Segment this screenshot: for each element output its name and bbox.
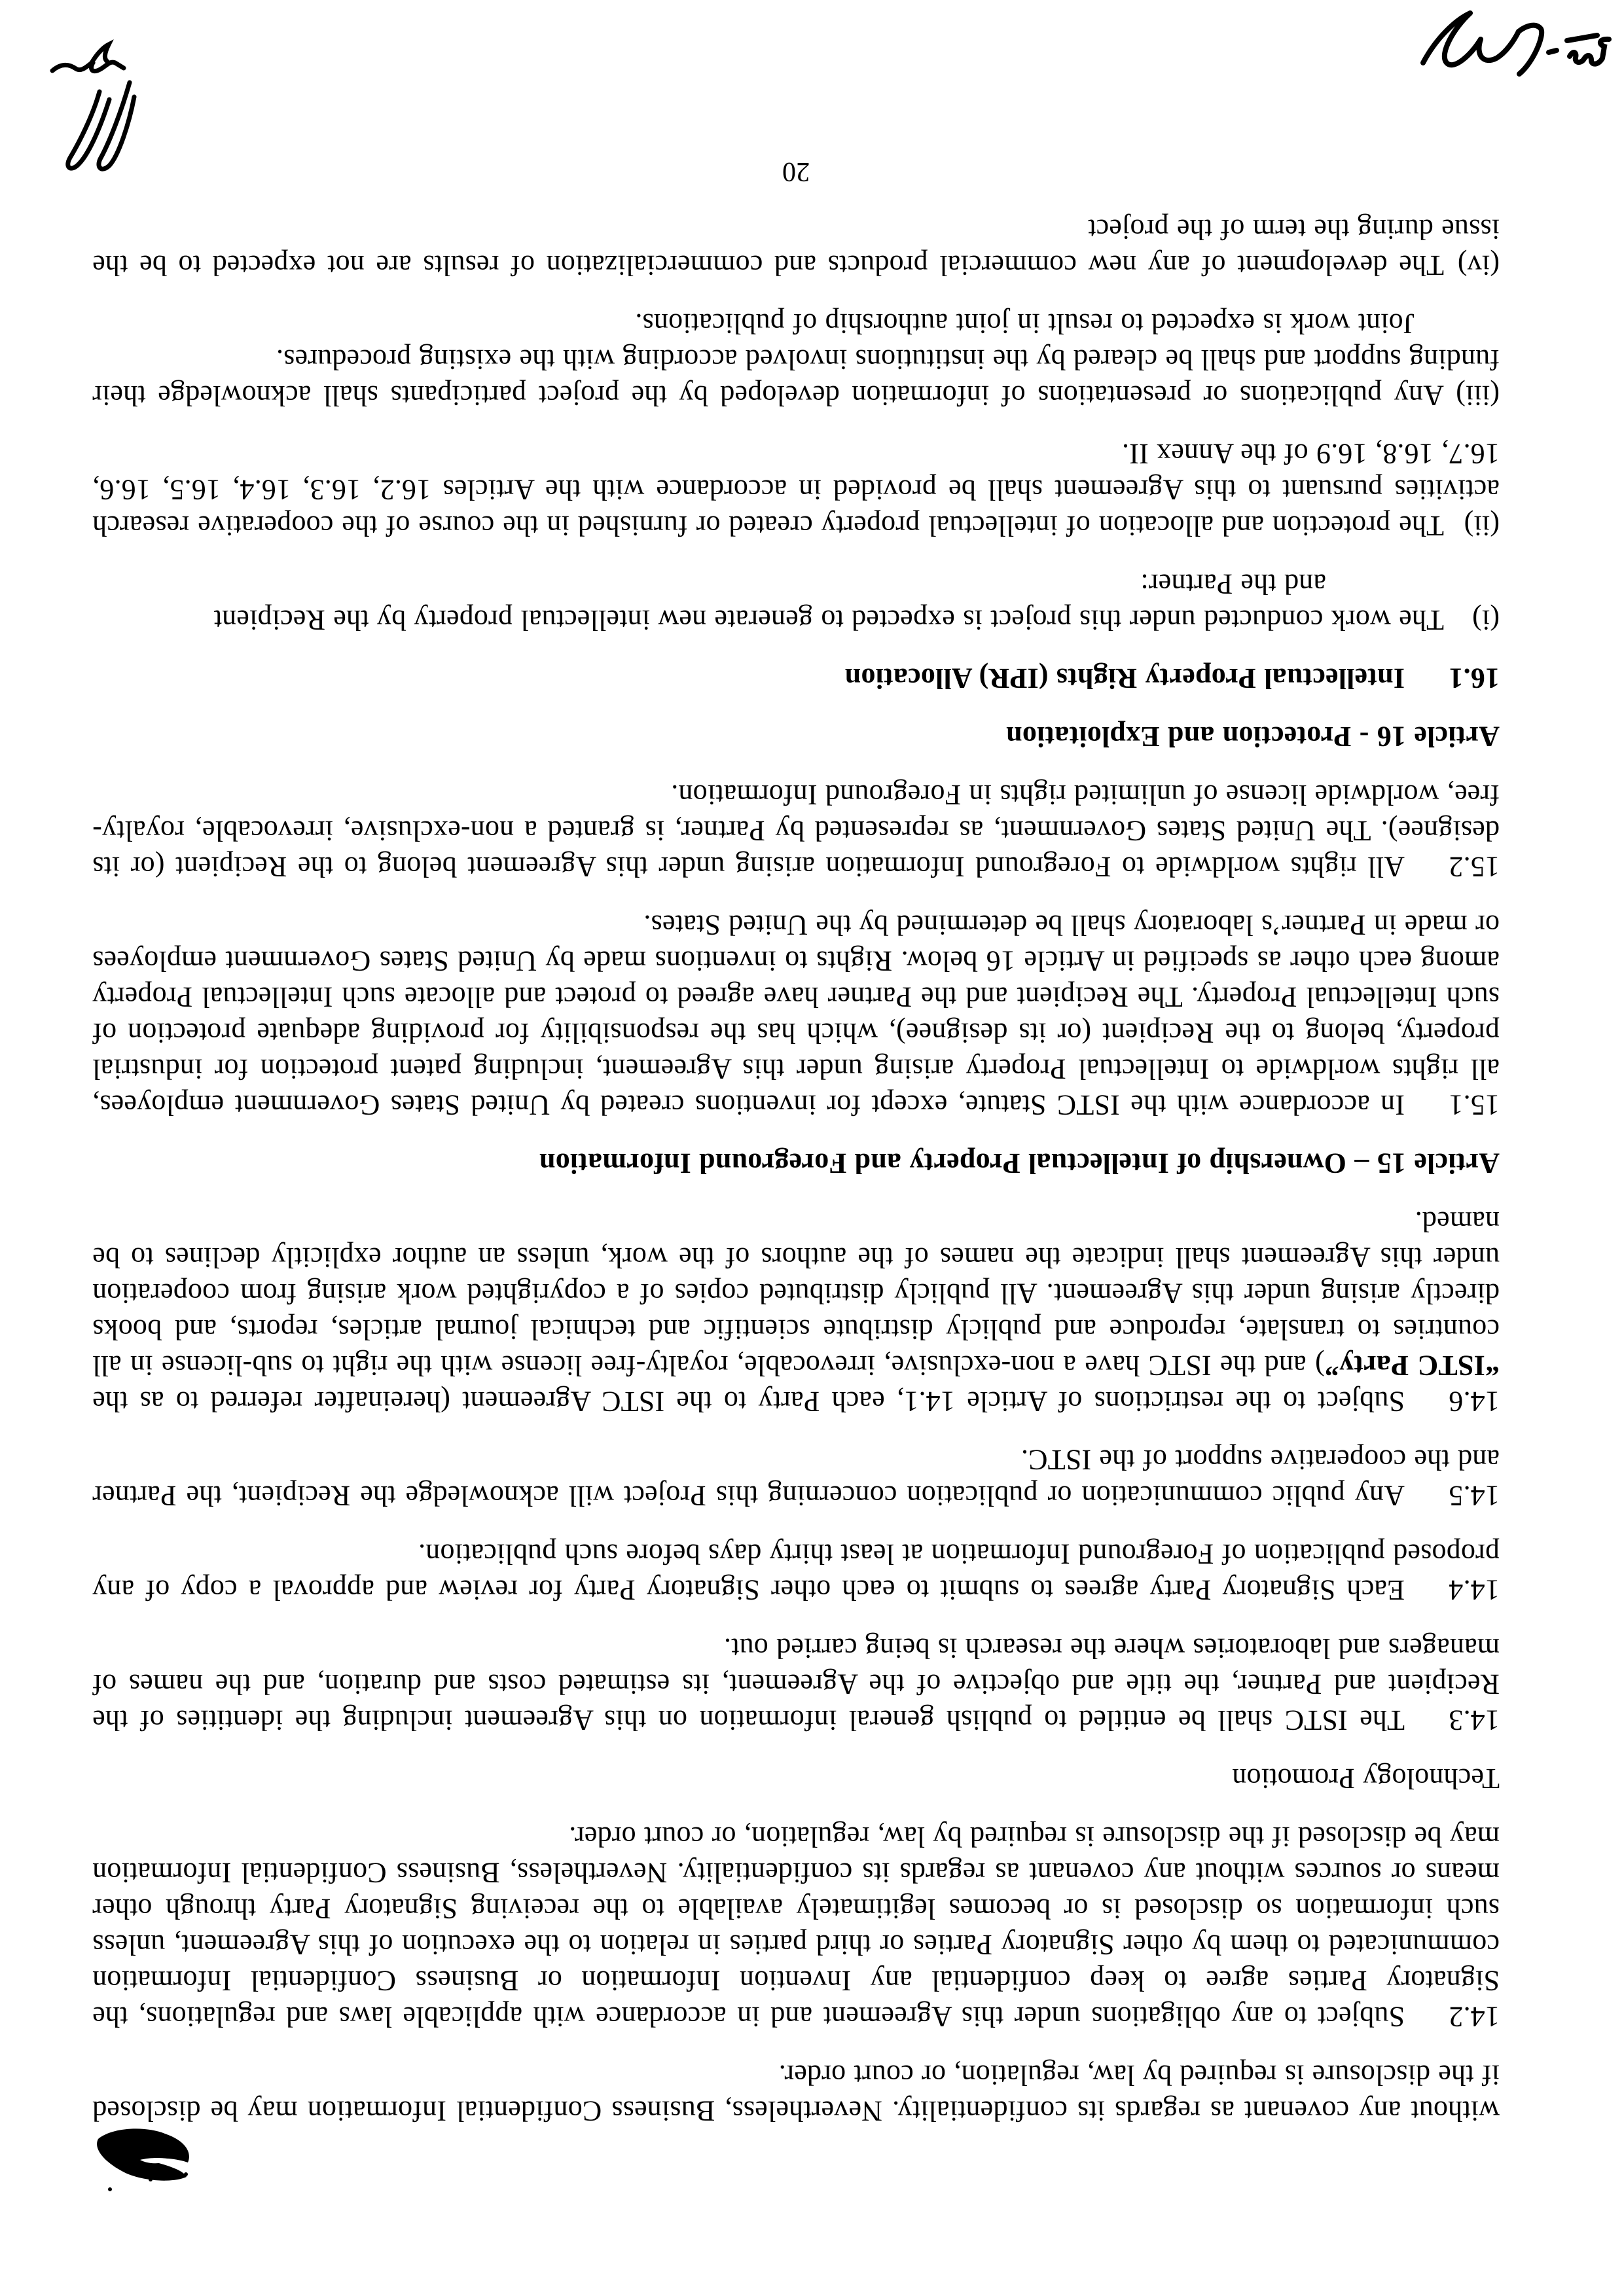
item-i-continuation: and the Partner: [1140, 568, 1326, 600]
article-16-heading: Article 16 - Protection and Exploitation [1006, 721, 1500, 753]
item-ii [92, 436, 1500, 544]
continuation-paragraph [92, 2057, 1500, 2129]
item-iv [92, 211, 1500, 283]
clause-number: 14.6 [1449, 1386, 1500, 1418]
paragraph-text: The development of any new commercial products and commercialization of results are not expected to be the issue during the term of the project [92, 213, 1500, 281]
clause-number: 14.3 [1449, 1704, 1500, 1736]
paragraph-14-2 [92, 1819, 1500, 2035]
item-label: (iii) [1456, 380, 1500, 412]
clause-number: 14.2 [1449, 2001, 1500, 2033]
paragraph-text: The work conducted under this project is expected to generate new intellectual property by the Recipient [213, 604, 1444, 636]
paragraph-text: Subject to any obligations under this Agreement and in accordance with applicable laws and regulations, the Signatory Parties agree to keep confidential any Invention Information or Business Confidential Information communicated to them by other Signatory Parties or third parties in relation to the execution of this Agreement, unless such information so disclosed is or becomes legitimately available to the receiving Signatory Party through other means or sources without any covenant as regards its confidentiality. Nevertheless, Business Confidential Information may be disclosed if the disclosure is required by law, regulation, or court order. [92, 1821, 1500, 2033]
paragraph-text: Each Signatory Party agrees to submit to each other Signatory Party for review and approval a copy of any proposed publication of Foreground Information at least thirty days before such publication. [92, 1538, 1500, 1606]
document-text-block [92, 153, 1500, 2129]
clause-number: 14.4 [1449, 1574, 1500, 1606]
bold-defined-term: “ISTC Party” [1324, 1350, 1500, 1382]
heading-text: Intellectual Property Rights (IPR) Allocation [844, 662, 1405, 694]
item-iii-continuation: Joint work is expected to result in joint authorship of publications. [635, 308, 1415, 340]
item-i [92, 602, 1500, 638]
paragraph-14-6 [92, 1204, 1500, 1420]
article-15-heading: Article 15 – Ownership of Intellectual Property and Foreground Information [539, 1147, 1500, 1179]
paragraph-14-5 [92, 1442, 1500, 1514]
item-label: (i) [1471, 604, 1500, 636]
clause-number: 15.1 [1449, 1089, 1500, 1121]
paragraph-14-4 [92, 1536, 1500, 1608]
clause-number: 16.1 [1449, 662, 1500, 694]
paragraph-14-3 [92, 1630, 1500, 1738]
paragraph-text: ) and the ISTC have a non-exclusive, irrevocable, royalty-free license with the right to sub-license in all countries to translate, reproduce and publicly distribute scientific and technical journal articles, reports, and books directly arising under this Agreement. All publicly distributed copies of a copyrighted work arising from cooperation under this Agreement shall indicate the names of the authors of the work, unless an author explicitly declines to be named. [92, 1206, 1500, 1382]
paragraph-text: Any publications or presentations of information developed by the project participants shall acknowledge their funding support and shall be cleared by the institutions involved according with the existing procedures. [92, 344, 1500, 412]
item-label: (ii) [1464, 510, 1500, 542]
item-label: (iv) [1457, 249, 1500, 281]
paragraph-text: The ISTC shall be entitled to publish general information on this Agreement including the identities of the Recipient and Partner, the title and objective of the Agreement, its estimated costs and duration, and the names of managers and laboratories where the research is being carried out. [92, 1632, 1500, 1736]
heading-16-1 [92, 660, 1500, 696]
paragraph-15-1 [92, 907, 1500, 1123]
paragraph-text: All rights worldwide to Foreground Information arising under this Agreement belong to the Recipient (or its designee). The United States Government, as represented by Partner, is granted a non-exclusive, irrevocable, royalty-free, worldwide license of unlimited rights in Foreground Information. [92, 779, 1500, 883]
paragraph-text: In accordance with the ISTC Statute, except for inventions created by United States Government employees, all rights worldwide to Intellectual Property arising under this Agreement, including patent protection for industrial property, belong to the Recipient (or its designee), which has the responsibility for providing adequate protection of such Intellectual Property. The Recipient and the Partner have agreed to protect and allocate such Intellectual Property among each other as specified in Article 16 below. Rights to inventions made by United States Government employees or made in Partner’s laboratory shall be determined by the United States. [92, 909, 1500, 1121]
subheading-technology-promotion: Technology Promotion [1232, 1763, 1500, 1795]
page-number: 20 [782, 156, 810, 187]
clause-number: 15.2 [1449, 851, 1500, 883]
paragraph-text: Subject to the restrictions of Article 14.1, each Party to the ISTC Agreement (hereinafter referred to as the [92, 1386, 1405, 1418]
paragraph-text: The protection and allocation of intellectual property created or furnished in the course of the cooperative research activities pursuant to this Agreement shall be provided in accordance with the Articles 16.2, 16.3, 16.4, 16.5, 16.6, 16.7, 16.8, 16.9 of the Annex II. [92, 438, 1500, 542]
clause-number: 14.5 [1449, 1480, 1500, 1512]
paragraph-15-2 [92, 777, 1500, 885]
item-iii [92, 342, 1500, 414]
paragraph-text: Any public communication or publication concerning this Project will acknowledge the Recipient, the Partner and the cooperative support of the ISTC. [92, 1444, 1500, 1512]
paragraph-text: without any covenant as regards its confidentiality. Nevertheless, Business Confidential Information may be disclosed if the disclosure is required by law, regulation, or court order. [92, 2059, 1500, 2127]
